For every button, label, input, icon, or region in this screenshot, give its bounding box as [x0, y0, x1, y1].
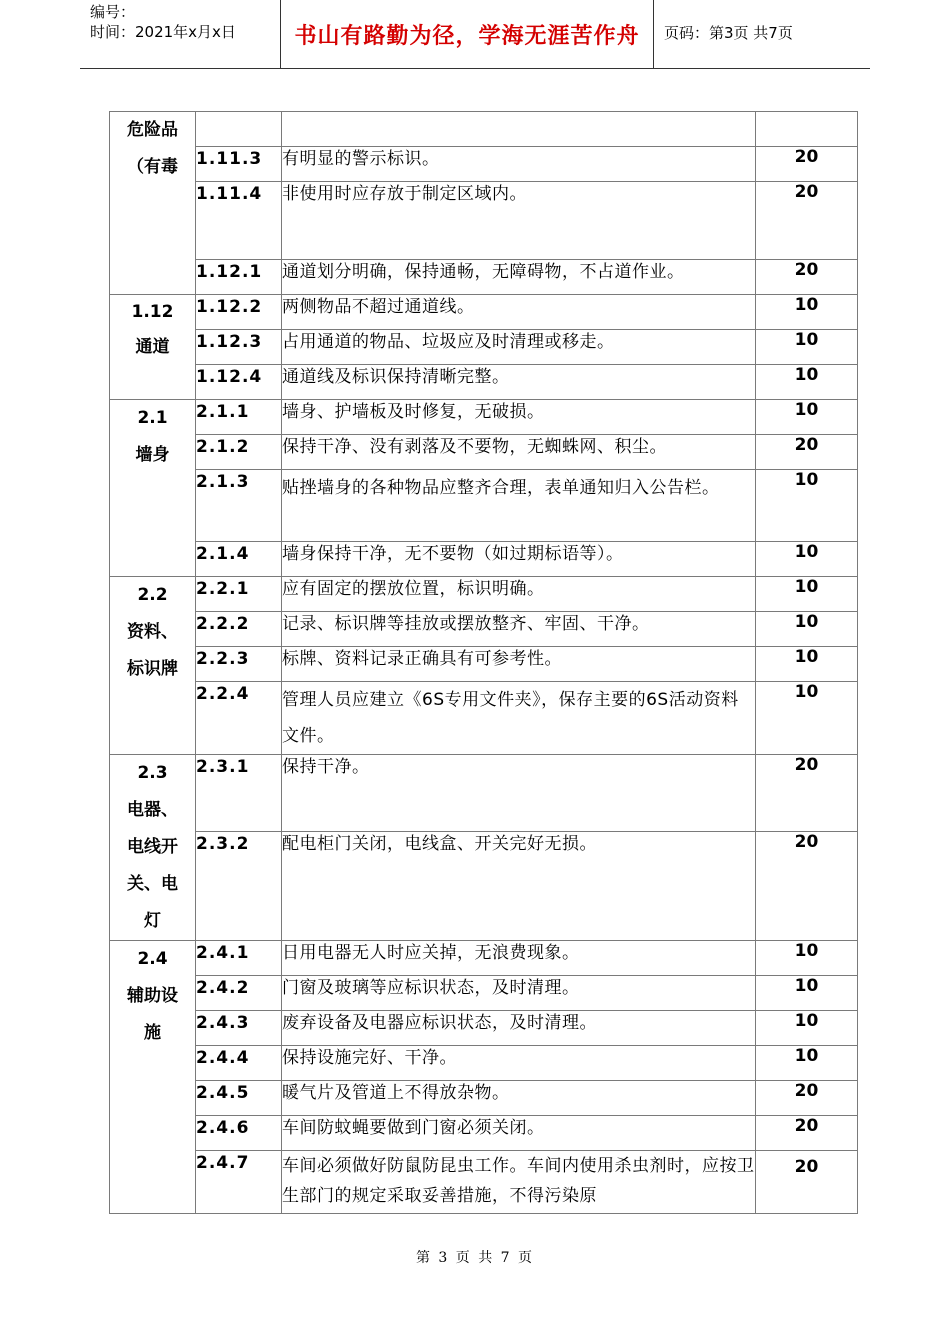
table-row	[110, 682, 858, 755]
item-description: 非使用时应存放于制定区域内。	[282, 182, 756, 260]
item-number: 2.2.2	[196, 612, 282, 647]
category-line: 电器、	[127, 800, 178, 820]
table-row	[110, 112, 858, 147]
table-row	[110, 147, 858, 182]
item-description: 通道划分明确，保持通畅，无障碍物，不占道作业。	[282, 260, 756, 295]
item-number: 2.4.3	[196, 1011, 282, 1046]
item-description: 日用电器无人时应关掉，无浪费现象。	[282, 941, 756, 976]
table-row	[110, 941, 858, 976]
item-score: 20	[756, 182, 858, 260]
item-number: 2.4.1	[196, 941, 282, 976]
item-score: 20	[756, 435, 858, 470]
category-line: 关、电	[127, 874, 178, 894]
category-auxiliary-facilities	[110, 941, 196, 1214]
table-row	[110, 400, 858, 435]
item-number: 1.11.3	[196, 147, 282, 182]
header-meta	[80, 0, 281, 68]
item-number: 2.2.4	[196, 682, 282, 755]
category-line: 标识牌	[127, 659, 178, 679]
item-description: 占用通道的物品、垃圾应及时清理或移走。	[282, 330, 756, 365]
table-row	[110, 755, 858, 832]
item-number: 2.1.2	[196, 435, 282, 470]
empty-cell	[756, 112, 858, 147]
item-score: 20	[756, 147, 858, 182]
item-description: 车间防蚊蝇要做到门窗必须关闭。	[282, 1116, 756, 1151]
category-line: 资料、	[127, 622, 178, 642]
table-row	[110, 1046, 858, 1081]
category-hazardous-goods	[110, 112, 196, 295]
table-row	[110, 647, 858, 682]
item-description: 管理人员应建立《6S专用文件夹》，保存主要的6S活动资料文件。	[282, 682, 756, 755]
table-row	[110, 435, 858, 470]
inspection-table	[109, 111, 858, 1214]
item-description: 废弃设备及电器应标识状态，及时清理。	[282, 1011, 756, 1046]
category-line: 危险品	[127, 120, 178, 140]
item-number: 2.2.1	[196, 577, 282, 612]
table-row	[110, 295, 858, 330]
table-row	[110, 470, 858, 542]
item-description: 保持干净。	[282, 755, 756, 832]
item-description: 应有固定的摆放位置，标识明确。	[282, 577, 756, 612]
item-score: 20	[756, 1081, 858, 1116]
table-row	[110, 182, 858, 260]
table-row	[110, 260, 858, 295]
category-line: 2.4	[137, 949, 168, 969]
item-description: 标牌、资料记录正确具有可参考性。	[282, 647, 756, 682]
item-score: 20	[756, 832, 858, 941]
category-line: 辅助设	[127, 986, 178, 1006]
category-line: 施	[144, 1023, 161, 1043]
item-score: 10	[756, 941, 858, 976]
table-row	[110, 832, 858, 941]
document-header	[80, 0, 870, 69]
item-number: 2.1.4	[196, 542, 282, 577]
item-score: 10	[756, 295, 858, 330]
document-number-label: 编号：	[90, 3, 136, 21]
item-number: 2.4.4	[196, 1046, 282, 1081]
item-description: 墙身、护墙板及时修复，无破损。	[282, 400, 756, 435]
item-score: 10	[756, 365, 858, 400]
item-description: 车间必须做好防鼠防昆虫工作。车间内使用杀虫剂时，应按卫生部门的规定采取妥善措施，不得污染原	[282, 1151, 756, 1214]
table-row	[110, 976, 858, 1011]
item-score: 10	[756, 612, 858, 647]
category-line: 墙身	[135, 445, 170, 465]
item-number: 2.4.2	[196, 976, 282, 1011]
category-line: 2.3	[137, 763, 168, 783]
item-description: 墙身保持干净，无不要物（如过期标语等）。	[282, 542, 756, 577]
item-number: 2.4.5	[196, 1081, 282, 1116]
category-line: 2.1	[137, 408, 168, 428]
table-row	[110, 577, 858, 612]
item-number: 2.4.7	[196, 1151, 282, 1214]
item-score: 10	[756, 682, 858, 755]
table-row	[110, 1151, 858, 1214]
item-number: 2.1.3	[196, 470, 282, 542]
item-number: 1.12.3	[196, 330, 282, 365]
item-score: 20	[756, 1151, 858, 1214]
category-documents-signs	[110, 577, 196, 755]
item-score: 10	[756, 647, 858, 682]
item-score: 10	[756, 577, 858, 612]
page-footer: 第 3 页 共 7 页	[415, 1250, 535, 1266]
table-row	[110, 365, 858, 400]
category-line: 1.12	[131, 302, 174, 322]
table-row	[110, 330, 858, 365]
item-score: 20	[756, 260, 858, 295]
item-number: 1.12.2	[196, 295, 282, 330]
category-electrical	[110, 755, 196, 941]
item-description: 门窗及玻璃等应标识状态，及时清理。	[282, 976, 756, 1011]
item-number: 2.2.3	[196, 647, 282, 682]
empty-cell	[196, 112, 282, 147]
category-line: 电线开	[127, 837, 178, 857]
item-score: 10	[756, 1011, 858, 1046]
category-line: 2.2	[137, 585, 168, 605]
item-number: 1.12.4	[196, 365, 282, 400]
document-time-label: 时间：2021年x月x日	[90, 23, 236, 41]
item-score: 10	[756, 470, 858, 542]
item-score: 10	[756, 976, 858, 1011]
item-score: 10	[756, 542, 858, 577]
item-description: 通道线及标识保持清晰完整。	[282, 365, 756, 400]
item-description: 配电柜门关闭，电线盒、开关完好无损。	[282, 832, 756, 941]
item-score: 10	[756, 1046, 858, 1081]
item-number: 1.11.4	[196, 182, 282, 260]
header-page-info: 页码：第3页 共7页	[664, 24, 793, 42]
item-number: 1.12.1	[196, 260, 282, 295]
category-line: 通道	[135, 337, 170, 357]
table-row	[110, 1011, 858, 1046]
item-number: 2.4.6	[196, 1116, 282, 1151]
header-motto: 书山有路勤为径，学海无涯苦作舟	[281, 0, 654, 68]
category-wall	[110, 400, 196, 577]
category-line: 灯	[144, 911, 161, 931]
table-row	[110, 612, 858, 647]
item-score: 10	[756, 330, 858, 365]
item-score: 20	[756, 755, 858, 832]
item-number: 2.3.1	[196, 755, 282, 832]
item-score: 10	[756, 400, 858, 435]
table-row	[110, 542, 858, 577]
item-description: 保持设施完好、干净。	[282, 1046, 756, 1081]
item-description: 记录、标识牌等挂放或摆放整齐、牢固、干净。	[282, 612, 756, 647]
item-number: 2.1.1	[196, 400, 282, 435]
item-number: 2.3.2	[196, 832, 282, 941]
table-row	[110, 1116, 858, 1151]
item-description: 两侧物品不超过通道线。	[282, 295, 756, 330]
empty-cell	[282, 112, 756, 147]
table-row	[110, 1081, 858, 1116]
item-description: 贴挫墙身的各种物品应整齐合理，表单通知归入公告栏。	[282, 470, 756, 542]
category-passage	[110, 295, 196, 400]
item-description: 暖气片及管道上不得放杂物。	[282, 1081, 756, 1116]
category-line: （有毒	[127, 157, 178, 177]
item-description: 有明显的警示标识。	[282, 147, 756, 182]
item-description: 保持干净、没有剥落及不要物，无蜘蛛网、积尘。	[282, 435, 756, 470]
item-score: 20	[756, 1116, 858, 1151]
